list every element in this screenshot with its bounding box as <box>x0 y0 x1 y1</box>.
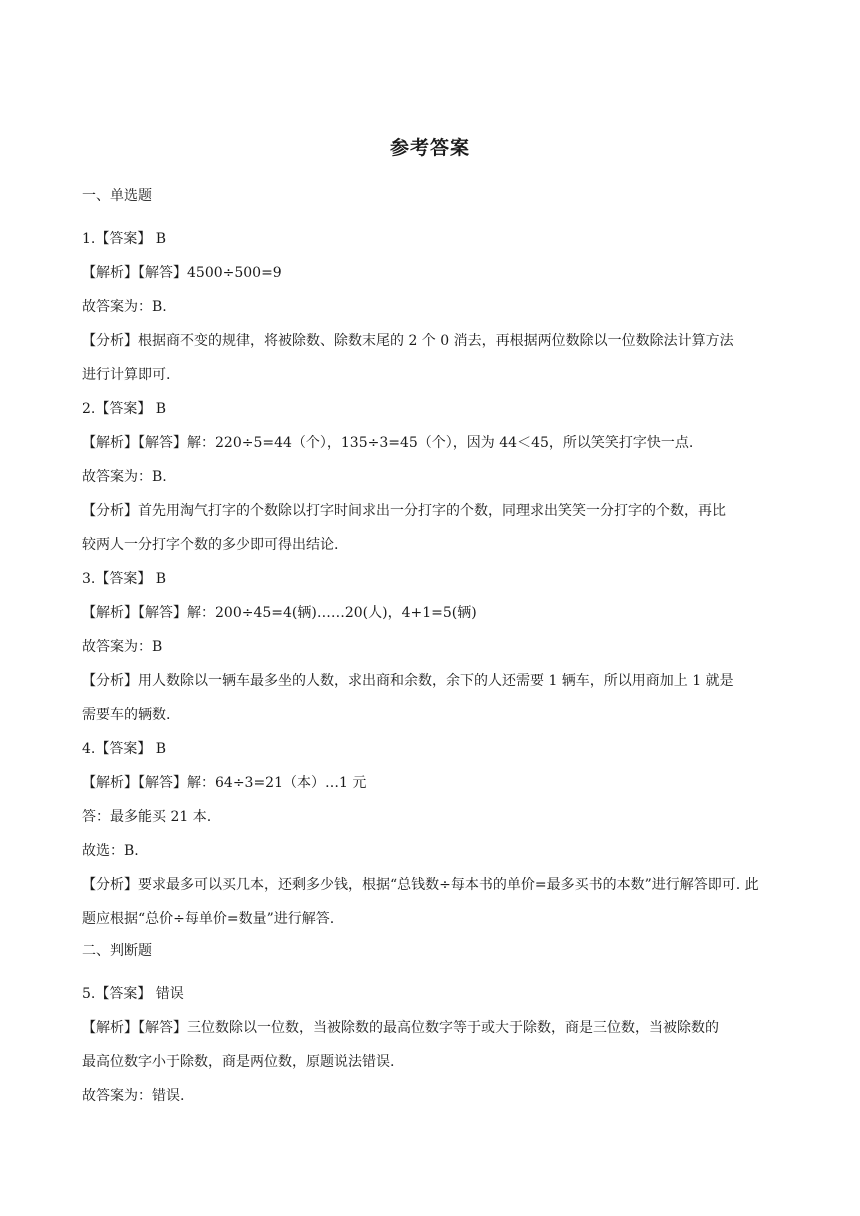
q4-reply: 答：最多能买 21 本. <box>82 809 212 825</box>
q4-answer: 4.【答案】 B <box>82 741 167 757</box>
q2-analysis-line-2: 较两人一分打字个数的多少即可得出结论. <box>82 537 339 553</box>
q1-conclusion: 故答案为：B. <box>82 299 167 315</box>
section-heading-single-choice: 一、单选题 <box>82 188 152 204</box>
q4-conclusion: 故选：B. <box>82 843 139 859</box>
q2-explanation: 【解析】【解答】解：220÷5=44（个），135÷3=45（个），因为 44＜45，所以笑笑打字快一点. <box>82 435 694 451</box>
q3-analysis-line-2: 需要车的辆数. <box>82 707 171 723</box>
q1-analysis-line-2: 进行计算即可. <box>82 367 171 383</box>
q3-conclusion: 故答案为：B <box>82 639 163 655</box>
q2-analysis-line-1: 【分析】首先用淘气打字的个数除以打字时间求出一分打字的个数，同理求出笑笑一分打字的个数，再比 <box>82 503 726 519</box>
q2-answer: 2.【答案】 B <box>82 401 167 417</box>
q5-explanation-line-2: 最高位数字小于除数，商是两位数，原题说法错误. <box>82 1054 395 1070</box>
q4-explanation: 【解析】【解答】解：64÷3=21（本）…1 元 <box>82 775 367 791</box>
q1-explanation: 【解析】【解答】4500÷500=9 <box>82 265 282 281</box>
q5-explanation-line-1: 【解析】【解答】三位数除以一位数，当被除数的最高位数字等于或大于除数，商是三位数，当被除数的 <box>82 1020 719 1036</box>
q3-answer: 3.【答案】 B <box>82 571 167 587</box>
q4-analysis-line-1: 【分析】要求最多可以买几本，还剩多少钱，根据“总钱数÷每本书的单价=最多买书的本数”进行解答即可. 此 <box>82 877 759 893</box>
q3-analysis-line-1: 【分析】用人数除以一辆车最多坐的人数，求出商和余数，余下的人还需要 1 辆车，所以用商加上 1 就是 <box>82 673 734 689</box>
q3-explanation: 【解析】【解答】解：200÷45=4(辆)……20(人)，4+1=5(辆) <box>82 605 477 621</box>
page-title: 参考答案 <box>389 137 470 159</box>
q5-conclusion: 故答案为：错误. <box>82 1088 185 1104</box>
q5-answer: 5.【答案】 错误 <box>82 986 184 1002</box>
q1-analysis-line-1: 【分析】根据商不变的规律，将被除数、除数末尾的 2 个 0 消去，再根据两位数除以一位数除法计算方法 <box>82 333 734 349</box>
q2-conclusion: 故答案为：B. <box>82 469 167 485</box>
q4-analysis-line-2: 题应根据“总价÷每单价=数量”进行解答. <box>82 911 335 927</box>
section-heading-true-false: 二、判断题 <box>82 943 152 959</box>
q1-answer: 1.【答案】 B <box>82 231 167 247</box>
